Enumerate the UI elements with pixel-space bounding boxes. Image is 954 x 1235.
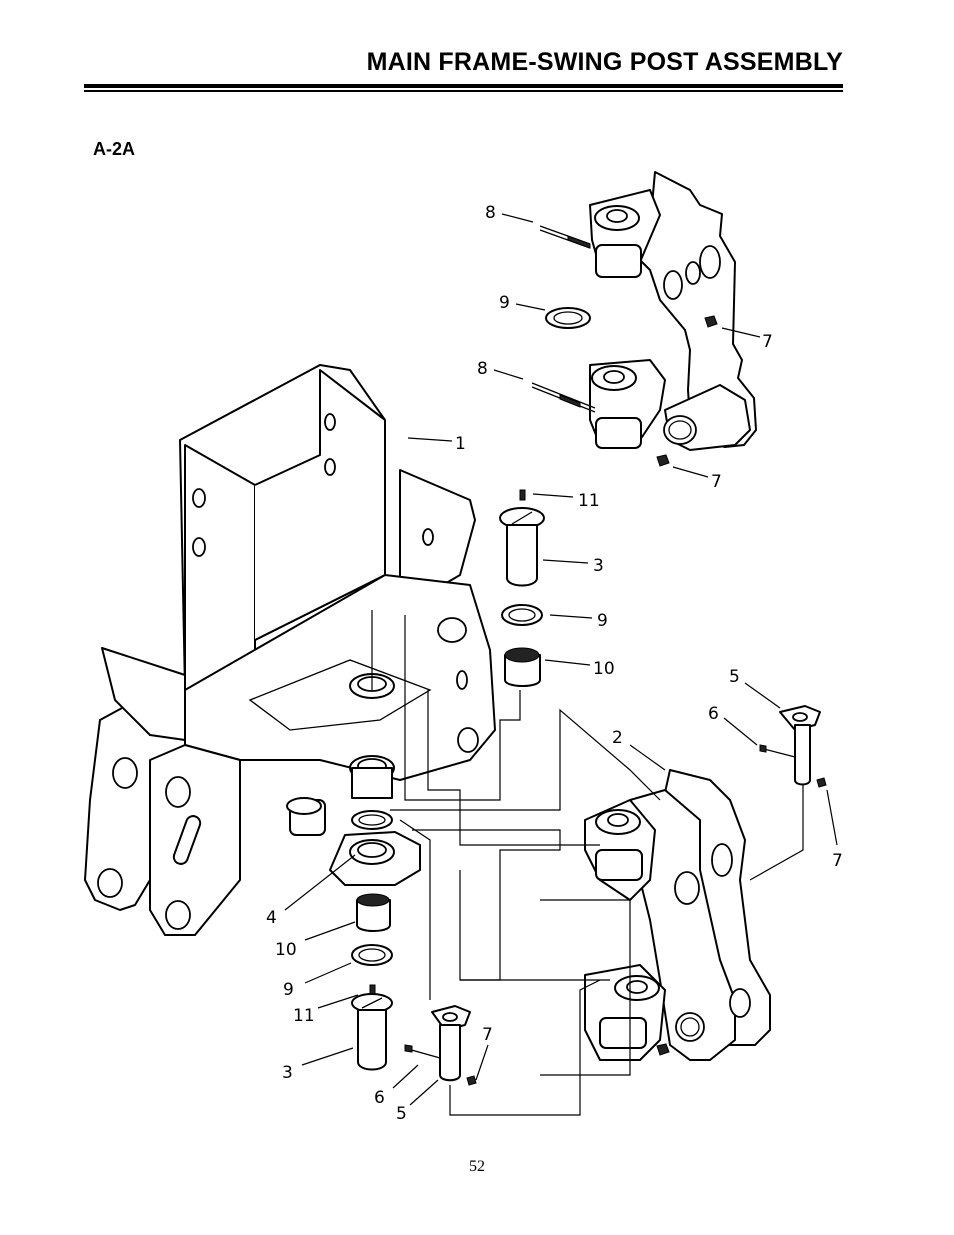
callout-label: 5 bbox=[396, 1104, 407, 1124]
callout-label: 11 bbox=[578, 491, 600, 511]
swing-post-upper-assembly bbox=[532, 172, 756, 466]
lock-pin-set-right bbox=[750, 706, 826, 880]
callout-label: 10 bbox=[593, 659, 615, 679]
callout-label: 2 bbox=[612, 728, 623, 748]
callout-label: 4 bbox=[266, 908, 277, 928]
callout-label: 5 bbox=[729, 667, 740, 687]
pin-8-upper bbox=[540, 226, 590, 248]
callout-label: 9 bbox=[283, 980, 294, 1000]
page-number: 52 bbox=[469, 1158, 485, 1175]
callout-label: 10 bbox=[275, 940, 297, 960]
callout-label: 8 bbox=[485, 203, 496, 223]
grease-fitting-11-upper bbox=[520, 490, 525, 500]
main-frame-assembly bbox=[85, 365, 495, 935]
figure-reference: A-2A bbox=[93, 139, 136, 159]
callout-label: 6 bbox=[708, 704, 719, 724]
callout-label: 7 bbox=[762, 332, 773, 352]
washer-9-lower bbox=[352, 945, 392, 965]
callout-label: 9 bbox=[499, 293, 510, 313]
callout-label: 1 bbox=[455, 434, 466, 454]
nut-7-mid bbox=[657, 455, 669, 466]
callout-label: 7 bbox=[711, 472, 722, 492]
washer-9-mid bbox=[502, 605, 542, 625]
callout-label: 9 bbox=[597, 611, 608, 631]
callout-label: 6 bbox=[374, 1088, 385, 1108]
callout-label: 3 bbox=[593, 556, 604, 576]
pin-stack-upper bbox=[500, 490, 544, 686]
lock-pin-set-lower bbox=[405, 980, 600, 1115]
callout-label: 8 bbox=[477, 359, 488, 379]
swing-frame-lower bbox=[585, 770, 770, 1060]
callout-label: 11 bbox=[293, 1006, 315, 1026]
page-title: MAIN FRAME-SWING POST ASSEMBLY bbox=[366, 48, 843, 76]
washer-9-upper bbox=[546, 308, 590, 328]
callout-label: 3 bbox=[282, 1063, 293, 1083]
callout-label: 7 bbox=[832, 851, 843, 871]
pin-8-lower bbox=[532, 383, 595, 412]
callout-label: 7 bbox=[482, 1025, 493, 1045]
